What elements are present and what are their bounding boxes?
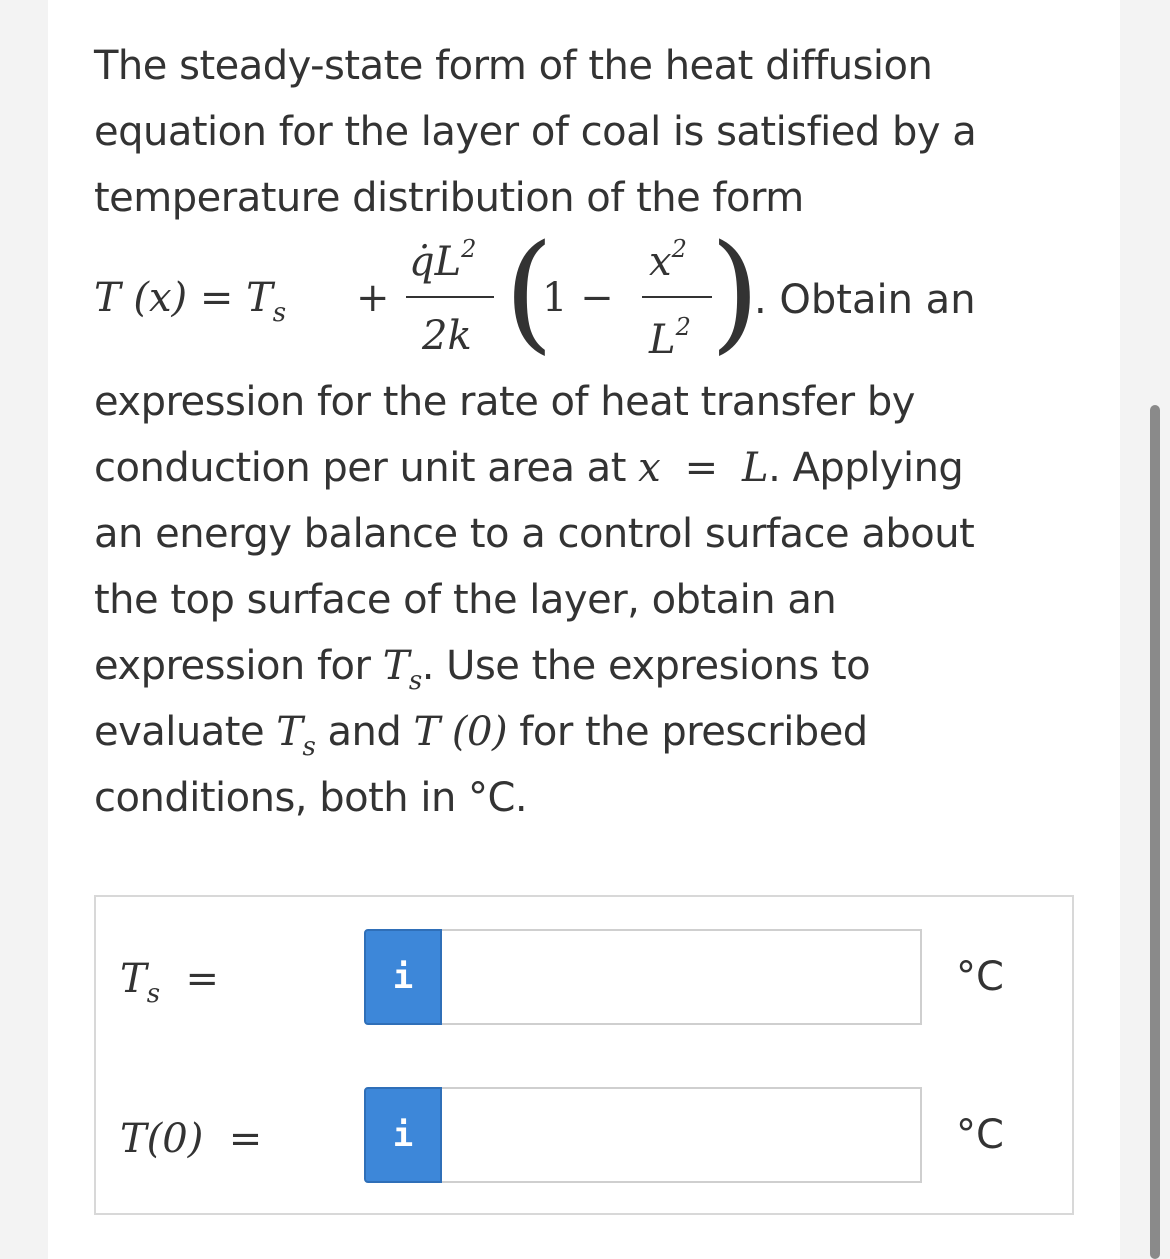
eq-fraction-bar [406,296,494,298]
eq-left-paren: ( [504,218,554,367]
eq-inner-denominator: $L^2$ [649,313,691,363]
ts-answer-input[interactable] [442,929,922,1025]
unit-label-t0: °C [956,1112,1004,1158]
temperature-equation [94,218,1014,368]
answer-panel [94,895,1074,1215]
problem-line-2: equation for the layer of coal is satisfied by a [94,109,977,155]
eq-numerator: $q̇L^2$ [409,235,477,285]
vertical-scrollbar[interactable] [1150,405,1160,1259]
eq-right-paren: ) [710,218,760,367]
t0-answer-input[interactable] [442,1087,922,1183]
answer-label-ts: $T_s$ = [120,956,219,1009]
eq-lhs: T $(x) = T_s$ [94,275,287,328]
unit-label-ts: °C [956,954,1004,1000]
problem-line-9: expression for $T_s$. Use the expresions to [94,643,871,696]
info-button-ts[interactable]: i [364,929,442,1025]
eq-trailing-text: . Obtain an [754,277,976,323]
problem-line-6: conduction per unit area at x = L. Applying [94,445,964,491]
problem-line-5: expression for the rate of heat transfer by [94,379,915,425]
problem-line-1: The steady-state form of the heat diffusion [94,43,933,89]
problem-line-3: temperature distribution of the form [94,175,804,221]
info-button-t0[interactable]: i [364,1087,442,1183]
eq-inner-fraction-bar [642,296,712,298]
eq-one-minus: 1 − [542,275,614,321]
answer-label-t0: T(0) = [120,1116,263,1162]
eq-denominator: 2k [422,313,472,359]
eq-inner-numerator: $x^2$ [649,235,687,285]
problem-line-10: evaluate $T_s$ and T (0) for the prescribed [94,709,868,762]
problem-line-11: conditions, both in °C. [94,775,528,821]
problem-line-7: an energy balance to a control surface about [94,511,975,557]
eq-plus: + [356,275,390,321]
problem-line-8: the top surface of the layer, obtain an [94,577,837,623]
